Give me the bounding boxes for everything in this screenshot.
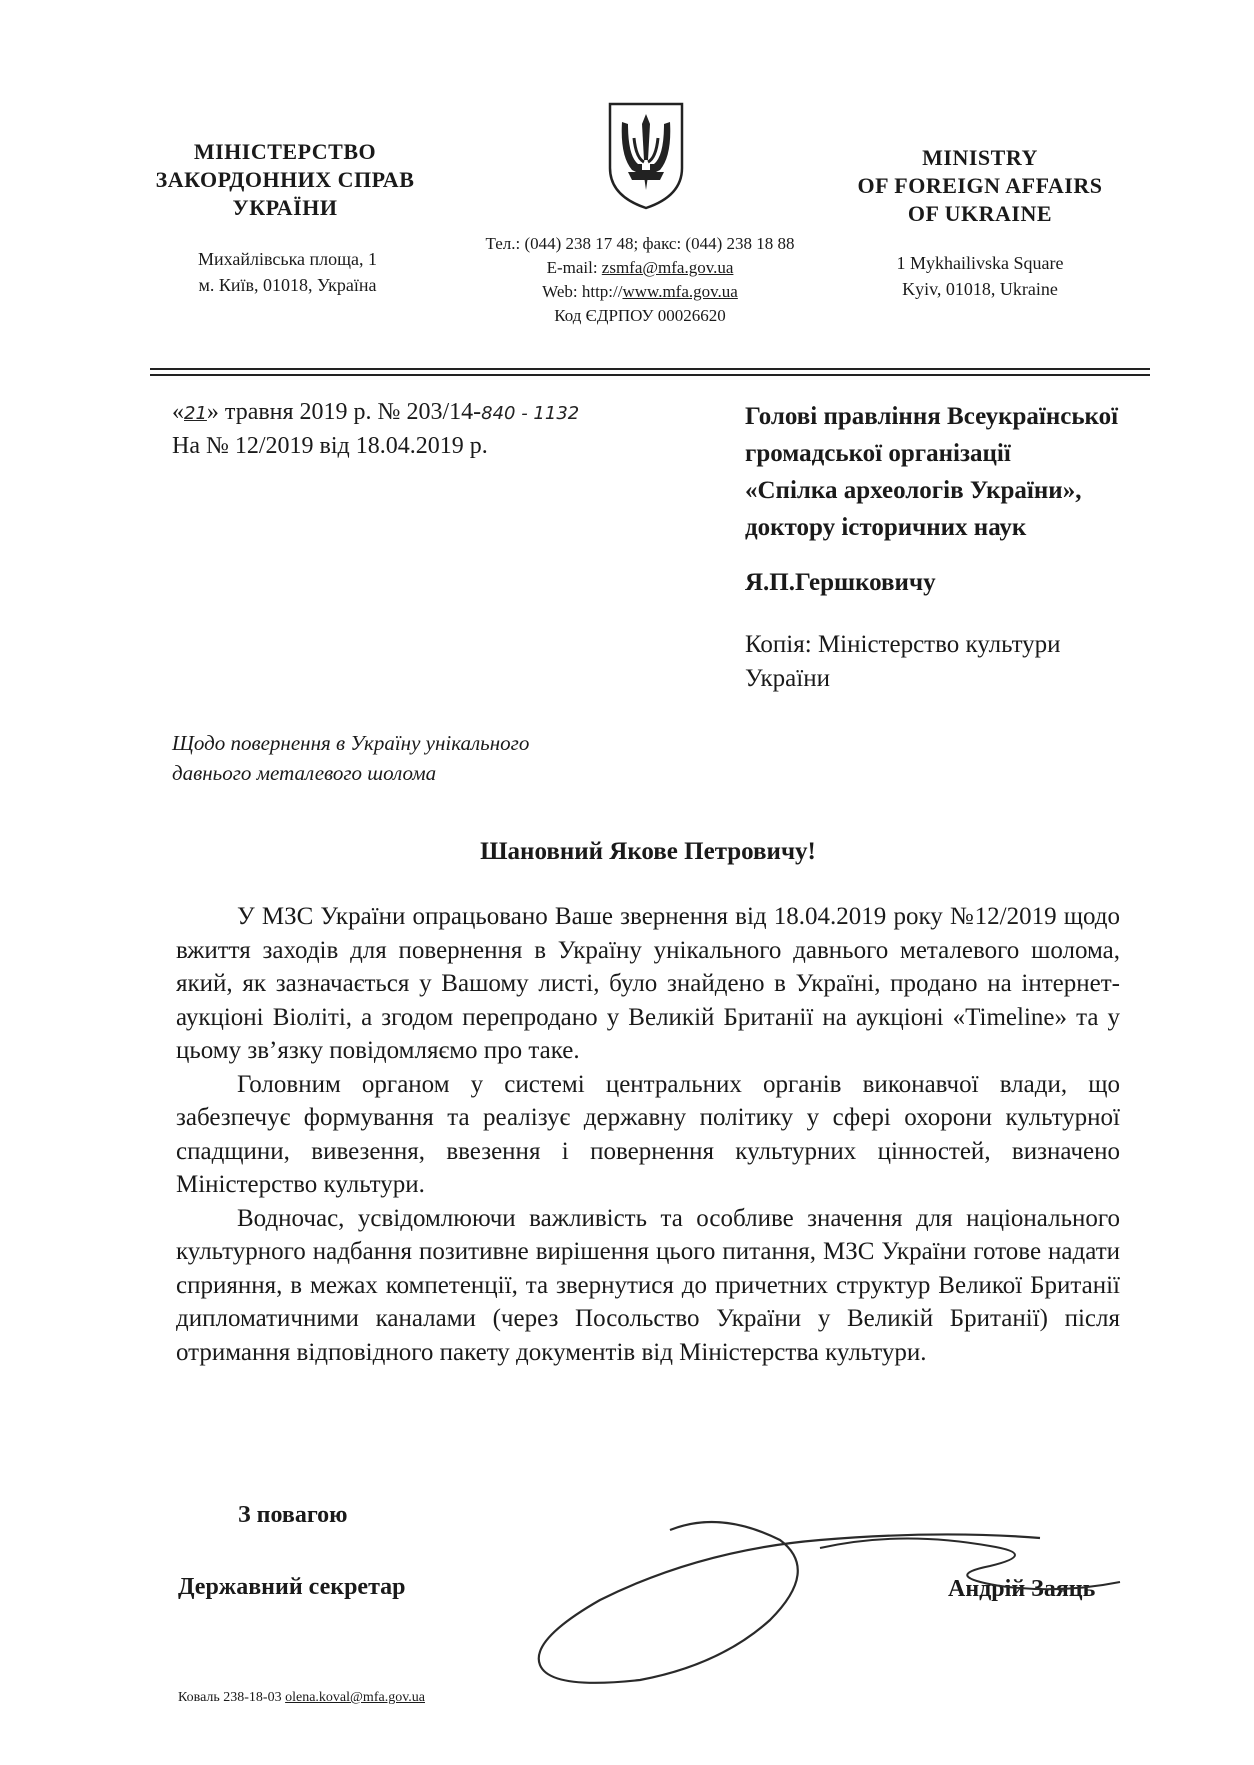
address-en (850, 250, 1110, 302)
phone-fax: Тел.: (044) 238 17 48; факс: (044) 238 18 88 (485, 234, 795, 253)
ministry-line2-ua: ЗАКОРДОННИХ СПРАВ (155, 167, 415, 192)
date-day-handwritten: 21 (184, 403, 207, 424)
reply-reference: На № 12/2019 від 18.04.2019 р. (172, 433, 488, 459)
handwritten-signature (520, 1490, 1130, 1700)
ministry-line3-ua: УКРАЇНИ (232, 195, 338, 220)
executor-email-link[interactable]: olena.koval@mfa.gov.ua (285, 1690, 425, 1705)
greeting: Шановний Якове Петровичу! (480, 838, 816, 865)
signatory-name: Андрій Заяць (948, 1576, 1096, 1602)
body-paragraph-2: Головним органом у системі центральних органів виконавчої влади, що забезпечує формування та реалізує державну політику у сфері охорони культурної спадщини, вивезення, ввезення і повернення культурних цінностей, визначено Міністерство культури. (176, 1070, 1120, 1198)
coat-of-arms-icon (604, 100, 688, 212)
header-divider-top (150, 368, 1150, 370)
executor-info (178, 1690, 425, 1706)
addressee-line1: Голові правління Всеукраїнської (745, 403, 1119, 430)
address-ua-line1: Михайлівська площа, 1 (197, 249, 378, 269)
body-paragraph-3: Водночас, усвідомлюючи важливість та особливе значення для національного культурного надбання позитивне вирішення цього питання, МЗС України готове надати сприяння, в межах компетенції, та звернутися до причетних структур Великої Британії дипломатичними каналами (через Посольство України у Великій Британії) після отримання відповідного пакету документів від Міністерства культури. (176, 1204, 1120, 1366)
executor-name-phone: Коваль 238-18-03 (178, 1690, 286, 1705)
outgoing-number (172, 396, 579, 430)
edrpou-code: Код ЄДРПОУ 00026620 (554, 306, 726, 325)
body-paragraph-1: У МЗС України опрацьовано Ваше звернення від 18.04.2019 року №12/2019 щодо вжиття заходів для повернення в Україну унікального давнього металевого шолома, який, як зазначається у Вашому листі, було знайдено в Україні, продано на інтернет-аукціоні Віоліті, а згодом перепродано у Великій Британії на аукціоні «Timeline» та у цьому зв’язку повідомляємо про таке. (176, 903, 1120, 1064)
ministry-line2-en: OF FOREIGN AFFAIRS (857, 173, 1103, 198)
ministry-name-ua (140, 138, 430, 222)
address-en-line1: 1 Mykhailivska Square (896, 253, 1064, 273)
addressee-line4: доктору історичних наук (745, 514, 1027, 541)
email-label: E-mail: (546, 258, 602, 277)
number-handwritten: 840 - 1132 (481, 403, 580, 424)
ministry-name-en (835, 144, 1125, 228)
date-open-quote: « (172, 399, 184, 425)
web-link[interactable]: www.mfa.gov.ua (622, 282, 738, 301)
address-en-line2: Kyiv, 01018, Ukraine (902, 279, 1058, 299)
addressee-block (745, 398, 1215, 546)
subject-line1: Щодо повернення в Україну унікального (172, 731, 530, 755)
contact-block (440, 232, 840, 328)
address-ua (150, 246, 425, 298)
addressee-name: Я.П.Гершковичу (745, 569, 936, 596)
header-divider-bottom (150, 374, 1150, 376)
ministry-line1-ua: МІНІСТЕРСТВО (193, 139, 377, 164)
ministry-line3-en: OF UKRAINE (907, 201, 1053, 226)
web-label: Web: http:// (542, 282, 623, 301)
addressee-line2: громадської організації (745, 440, 1011, 467)
email-line (440, 256, 840, 280)
addressee-line3: «Спілка археологів України», (745, 477, 1082, 504)
closing-regards: З повагою (238, 1502, 348, 1528)
web-line (440, 280, 840, 304)
letter-body (176, 900, 1120, 1369)
signatory-position: Державний секретар (178, 1574, 406, 1600)
subject-line2: давнього металевого шолома (172, 761, 437, 785)
email-link[interactable]: zsmfa@mfa.gov.ua (601, 258, 734, 277)
copy-line1: Копія: Міністерство культури (745, 631, 1061, 658)
subject-block (172, 728, 632, 788)
copy-block (745, 628, 1215, 696)
copy-line2: України (745, 665, 830, 692)
date-and-number: » травня 2019 р. № 203/14- (206, 399, 482, 425)
ministry-line1-en: MINISTRY (922, 145, 1038, 170)
address-ua-line2: м. Київ, 01018, Україна (198, 275, 377, 295)
